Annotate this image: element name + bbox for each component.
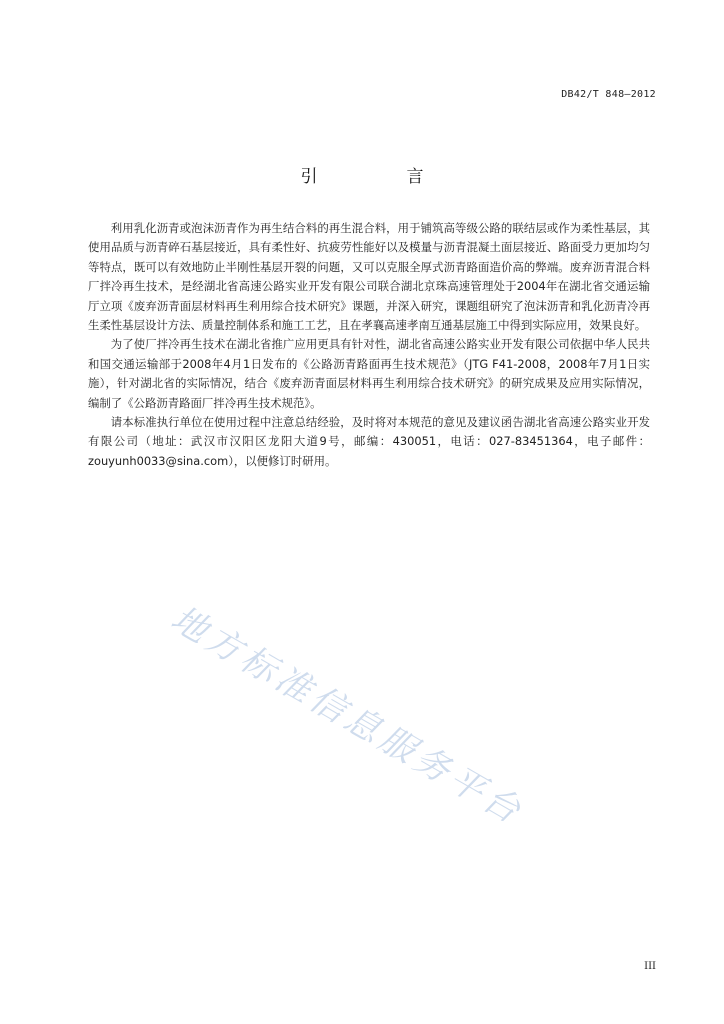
page-number: III bbox=[644, 961, 656, 972]
body-text bbox=[88, 219, 650, 471]
paragraph-1: 利用乳化沥青或泡沫沥青作为再生结合料的再生混合料，用于铺筑高等级公路的联结层或作为柔性基层，其使用品质与沥青碎石基层接近，具有柔性好、抗疲劳性能好以及模量与沥青混凝土面层接近、路面受力更加均匀等特点，既可以有效地防止半刚性基层开裂的问题，又可以克服全厚式沥青路面造价高的弊端。废弃沥青混合料厂拌冷再生技术，是经湖北省高速公路实业开发有限公司联合湖北京珠高速管理处于2004年在湖北省交通运输厅立项《废弃沥青面层材料再生利用综合技术研究》课题，并深入研究，课题组研究了泡沫沥青和乳化沥青冷再生柔性基层设计方法、质量控制体系和施工工艺，且在孝襄高速孝南互通基层施工中得到实际应用，效果良好。 bbox=[88, 221, 650, 333]
page-title: 引 言 bbox=[300, 167, 460, 187]
standard-code: DB42/T 848—2012 bbox=[561, 89, 656, 100]
watermark: 地方标准信息服务平台 bbox=[164, 598, 531, 834]
paragraph-3: 请本标准执行单位在使用过程中注意总结经验，及时将对本规范的意见及建议函告湖北省高速公路实业开发有限公司（地址：武汉市汉阳区龙阳大道9号，邮编：430051，电话：027-83451364，电子邮件：zouyunh0033@sina.com），以便修订时研用。 bbox=[88, 415, 650, 468]
paragraph-2: 为了使厂拌冷再生技术在湖北省推广应用更具有针对性，湖北省高速公路实业开发有限公司依据中华人民共和国交通运输部于2008年4月1日发布的《公路沥青路面再生技术规范》（JTG F41-2008，2008年7月1日实施），针对湖北省的实际情况，结合《废弃沥青面层材料再生利用综合技术研究》的研究成果及应用实际情况，编制了《公路沥青路面厂拌冷再生技术规范》。 bbox=[88, 337, 650, 410]
